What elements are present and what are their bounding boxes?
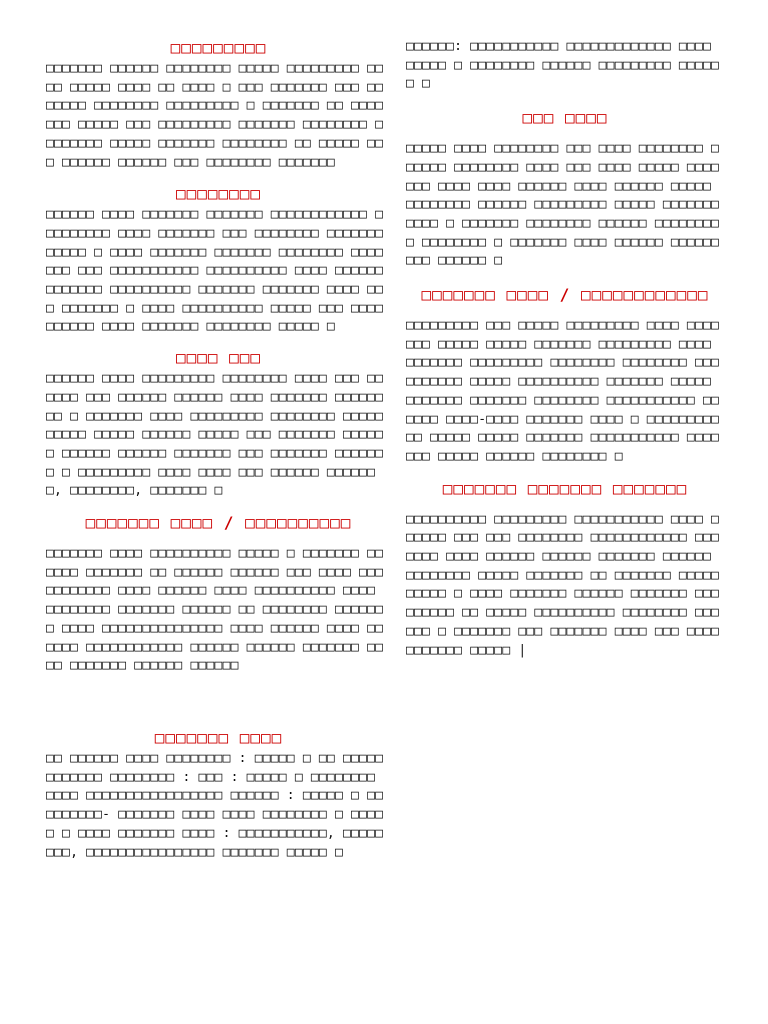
section-paragraph: □□□□□□□ □□□□□□ □□□□□□□□ □□□□□ □□□□□□□□□ □□□□ □□□□□ □□□□ □□ □□□□ □ □□□ □□□□□□□ □□□ □□□□□□□ □□□□□□□□ □□□□□□□□□ □ □□□□□□□ □□ □□□□□□□ □□□□□ □□□ □□□□□□□□□ □□□□□□□ □□□□□□□□ □□□□□□□□ □□□□□ □□□□□□□ □□□□□□□□ □□ □□□□□ □□□ □□□□□□ □□□□□□ □□□ □□□□□□□□ □□□□□□□ [46,61,384,170]
section-2 [46,184,391,337]
section-heading: □□□□□□□□ [175,184,262,204]
section-1 [46,38,391,172]
section-heading: □□□ □□□□ [522,108,608,128]
section-heading: □□□□□□□ □□□□ / □□□□□□□□□□□□ [421,285,709,305]
section-paragraph: □□□□□□: □□□□□□□□□□□ □□□□□□□□□□□□□ □□□□ □□□□□ □ □□□□□□□□ □□□□□□ □□□□□□□□□ □□□□□□ □ [406,39,720,92]
section-heading: □□□□□□□□□ [170,38,267,57]
section-3 [46,348,391,501]
section-8 [406,479,724,661]
right-column [406,38,724,660]
section-paragraph: □□□□□□□□□□ □□□□□□□□□ □□□□□□□□□□□ □□□□ □□□□□□ □□□ □□□ □□□□□□□□ □□□□□□□□□□□□ □□□□□□□ □□□□ □□□□□□ □□□□□□ □□□□□□□ □□□□□□ □□□□□□□□ □□□□□ □□□□□□□ □□ □□□□□□□ □□□□□ □□□□□ □ □□□□ □□□□□□□ □□□□□□ □□□□□□□ □□□□□□□□□ □□ □□□□□ □□□□□□□□□□ □□□□□□□□ □□□□□□ □ □□□□□□□ □□□ □□□□□□□ □□□□ □□□ □□□□ □□□□□□□ □□□□□ | [406,511,720,658]
section-paragraph: □□□□□□□ □□□□ □□□□□□□□□□ □□□□□ □ □□□□□□□ □□□□□□ □□□□□□□ □□ □□□□□□ □□□□□□ □□□ □□□□ □□□□□□□□□□□ □□□□ □□□□□□ □□□□ □□□□□□□□□□ □□□□ □□□□□□□□ □□□□□□□ □□□□□□ □□ □□□□□□□□ □□□□□□□ □□□□ □□□□□□□□□□□□□□□ □□□□ □□□□□□ □□□□ □□□□□□ □□□□□□□□□□□□ □□□□□□ □□□□□□ □□□□□□□ □□□□ □□□□□□□ □□□□□□ □□□□□□ [46,546,384,674]
left-column [46,38,391,862]
section-heading: □□□□□□□ □□□□ [154,727,283,747]
section-7 [406,285,724,467]
section-heading: □□□□□□□ □□□□□□□ □□□□□□□ [442,478,688,498]
section-4 [46,513,391,676]
section-continued [406,38,724,94]
section-heading: □□□□□□□ □□□□ / □□□□□□□□□□ [85,513,352,533]
section-6 [406,108,724,271]
section-5 [46,728,391,862]
section-paragraph: □□□□□□ □□□□ □□□□□□□ □□□□□□□ □□□□□□□□□□□□ □□□□□□□□□ □□□□ □□□□□□□ □□□ □□□□□□□□ □□□□□□□ □□□□□ □ □□□□ □□□□□□□ □□□□□□□ □□□□□□□□ □□□□□□□ □□□ □□□□□□□□□□□ □□□□□□□□□□ □□□□ □□□□□□ □□□□□□□ □□□□□□□□□□ □□□□□□□ □□□□□□□ □□□□ □□□ □□□□□□□ □ □□□□ □□□□□□□□□□ □□□□□ □□□ □□□□□□□□□□ □□□□ □□□□□□□ □□□□□□□□ □□□□□ □ [46,207,384,335]
section-paragraph: □□□□□ □□□□ □□□□□□□□ □□□ □□□□ □□□□□□□□ □□□□□□ □□□□□□□□ □□□□ □□□ □□□□ □□□□□ □□□□□□□ □□□□ □□□□ □□□□□□ □□□□ □□□□□□ □□□□□ □□□□□□□□ □□□□□□ □□□□□□□□□ □□□□□ □□□□□□□ □□□□ □ □□□□□□□ □□□□□□□□ □□□□□□ □□□□□□□□ □ □□□□□□□□ □ □□□□□□□ □□□□ □□□□□□ □□□□□□□□□ □□□□□□ □ [406,141,720,269]
section-paragraph: □□□□□□ □□□□ □□□□□□□□□ □□□□□□□□ □□□□ □□□ □□□□□□ □□□ □□□□□□ □□□□□□ □□□□ □□□□□□□ □□□□□□□□ □ □□□□□□□ □□□□ □□□□□□□□□ □□□□□□□□ □□□□□□□□□□ □□□□□ □□□□□□ □□□□□ □□□ □□□□□□□ □□□□□□ □□□□□□ □□□□□□ □□□□□□□ □□□ □□□□□□□ □□□□□□□ □ □□□□□□□□□ □□□□ □□□□ □□□ □□□□□□ □□□□□□□, □□□□□□□□, □□□□□□□ □ [46,371,384,499]
section-heading: □□□□ □□□ [175,348,262,368]
section-paragraph: □□□□□□□□□ □□□ □□□□□ □□□□□□□□□ □□□□ □□□□□□□ □□□□□ □□□□□ □□□□□□□ □□□□□□□□□ □□□□ □□□□□□□ □□□□□□□□□ □□□□□□□□ □□□□□□□□ □□□□□□□□□□ □□□□□ □□□□□□□□□□ □□□□□□□ □□□□□ □□□□□□□ □□□□□□□ □□□□□□□□ □□□□□□□□□□□ □□□□□□ □□□□-□□□□ □□□□□□□ □□□□ □ □□□□□□□□□□□ □□□□□ □□□□□ □□□□□□□ □□□□□□□□□□□ □□□□□□□ □□□□□ □□□□□□ □□□□□□□□ □ [406,318,720,464]
section-paragraph: □□ □□□□□□ □□□□ □□□□□□□□ : □□□□□ □ □□ □□□□□□□□□□□□ □□□□□□□□ : □□□ : □□□□□ □ □□□□□□□□ □□□□ □□□□□□□□□□□□□□□□□ □□□□□□ : □□□□□ □ □□ □□□□□□□- □□□□□□□ □□□□ □□□□ □□□□□□□□ □ □□□□□ □ □□□□ □□□□□□□ □□□□ : □□□□□□□□□□□, □□□□□□□□, □□□□□□□□□□□□□□□□ □□□□□□□ □□□□□ □ [46,750,384,860]
